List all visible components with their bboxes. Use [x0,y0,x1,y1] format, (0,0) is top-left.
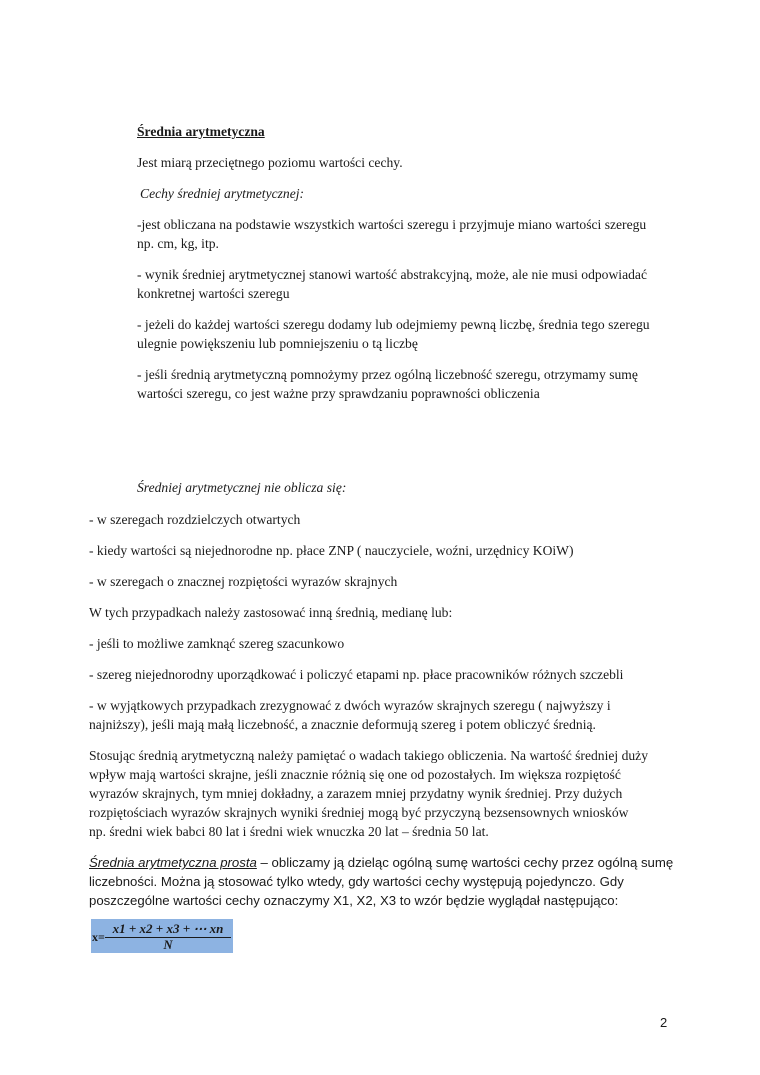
formula-denominator: N [163,938,173,952]
feature-line: wartości szeregu, co jest ważne przy sprawdzaniu poprawności obliczenia [137,386,540,401]
feature-line: - jeżeli do każdej wartości szeregu dodamy lub odejmiemy pewną liczbę, średnia tego szeregu [137,317,650,332]
alternative-text: W tych przypadkach należy zastosować inną średnią, medianę lub: [89,605,453,620]
caution-line: wpływ mają wartości skrajne, jeśli znacznie różnią się one od pozostałych. Im większa rozpiętość [89,767,621,782]
not-computed-heading: Średniej arytmetycznej nie oblicza się: [137,480,347,495]
alternative-item: najniższy), jeśli mają małą liczebność, a znacznie deformują szereg i potem obliczyć średnią. [89,717,596,732]
alternative-item: - szereg niejednorodny uporządkować i policzyć etapami np. płace pracowników różnych szczebli [89,667,624,682]
feature-line: konkretnej wartości szeregu [137,286,290,301]
features-heading: Cechy średniej arytmetycznej: [140,186,305,201]
caution-line: np. średni wiek babci 80 lat i średni wiek wnuczka 20 lat – średnia 50 lat. [89,824,489,839]
page-number: 2 [660,1015,668,1030]
not-computed-item: - w szeregach rozdzielczych otwartych [89,512,301,527]
simple-mean-definition: – obliczamy ją dzieląc ogólną sumę wartości cechy przez ogólną sumę [256,855,674,870]
feature-line: - jeśli średnią arytmetyczną pomnożymy przez ogólną liczebność szeregu, otrzymamy sumę [137,367,638,382]
feature-line: np. cm, kg, itp. [137,236,219,251]
formula-lhs: x= [92,930,105,944]
not-computed-item: - w szeregach o znacznej rozpiętości wyrazów skrajnych [89,574,398,589]
simple-mean-line [89,854,673,871]
simple-mean-line: poszczególne wartości cechy oznaczymy X1, X2, X3 to wzór będzie wyglądał następująco: [89,893,619,908]
intro-text: Jest miarą przeciętnego poziomu wartości cechy. [137,155,403,170]
caution-line: wyrazów skrajnych, tym mniej dokładny, a zarazem mniej przydatny wynik średniej. Przy dużych [89,786,623,801]
formula-numerator: x1 + x2 + x3 + ⋯ xn [112,921,224,936]
not-computed-item: - kiedy wartości są niejednorodne np. płace ZNP ( nauczyciele, woźni, urzędnicy KOiW) [89,543,574,558]
alternative-item: - jeśli to możliwe zamknąć szereg szacunkowo [89,636,345,651]
mean-formula [91,919,233,953]
feature-line: - wynik średniej arytmetycznej stanowi wartość abstrakcyjną, może, ale nie musi odpowiadać [137,267,647,282]
feature-line: ulegnie powiększeniu lub pomniejszeniu o tą liczbę [137,336,418,351]
caution-line: Stosując średnią arytmetyczną należy pamiętać o wadach takiego obliczenia. Na wartość średniej duży [89,748,648,763]
simple-mean-line: liczebności. Można ją stosować tylko wtedy, gdy wartości cechy występują pojedynczo. Gdy [89,874,624,889]
feature-line: -jest obliczana na podstawie wszystkich wartości szeregu i przyjmuje miano wartości szeregu [137,217,647,232]
alternative-item: - w wyjątkowych przypadkach zrezygnować z dwóch wyrazów skrajnych szeregu ( najwyższy i [89,698,611,713]
simple-mean-term: Średnia arytmetyczna prosta [89,855,257,870]
caution-line: rozpiętościach wyrazów skrajnych wyniki średniej mogą być przyczyną bezsensownych wniosków [89,805,629,820]
section-heading: Średnia arytmetyczna [137,124,265,139]
